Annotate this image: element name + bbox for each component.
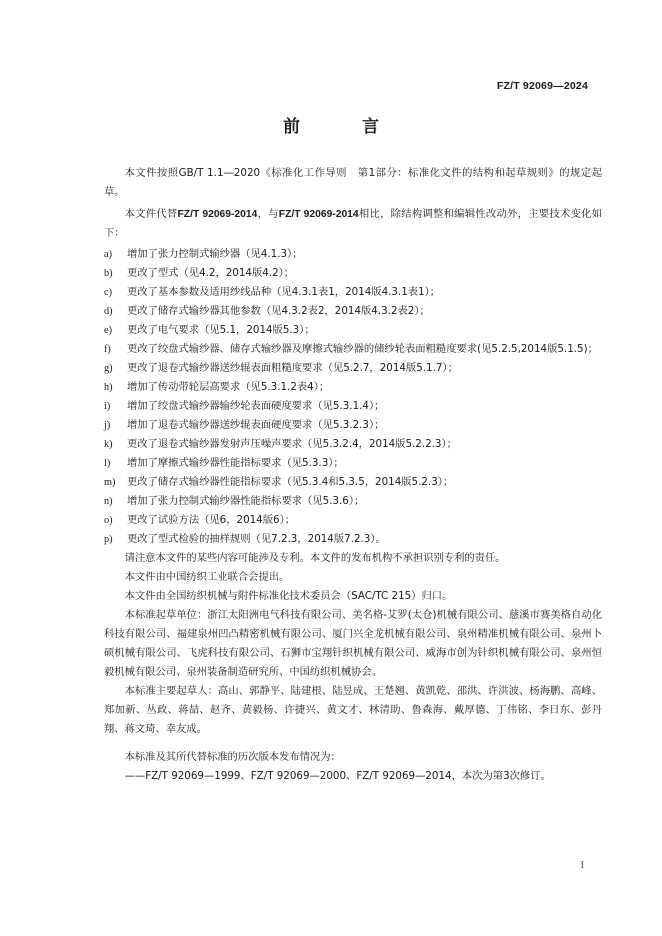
list-item — [104, 321, 602, 340]
list-item-text: 更改了储存式输纱器其他参数（见4.3.2表2，2014版4.3.2表2）； — [127, 305, 430, 317]
list-item — [104, 435, 602, 454]
list-item-text: 增加了摩擦式输纱器性能指标要求（见5.3.3）； — [127, 457, 344, 469]
list-item-text: 增加了退卷式输纱器送纱辊表面硬度要求（见5.3.2.3）； — [127, 419, 385, 431]
list-item — [104, 245, 602, 264]
list-item — [104, 359, 602, 378]
drafters: 本标准主要起草人：高山、郭静平、陆建根、陆昱成、王楚翘、黄凯乾、邵洪、许洪波、杨海鹏、高峰、郑加新、丛政、蒋喆、赵齐、黄毅杨、许捷兴、黄文才、林清助、鲁森海、戴厚德、丁伟铭、李日东、彭丹翔、蒋文琦、幸友成。 — [104, 685, 602, 735]
compared-standard-code: FZ/T 92069-2014 — [278, 209, 359, 220]
list-item-text: 更改了退卷式输纱器送纱辊表面粗糙度要求（见5.2.7，2014版5.1.7）； — [127, 362, 458, 374]
list-marker: p) — [104, 534, 113, 545]
list-item — [104, 473, 602, 492]
list-marker: m) — [104, 477, 116, 488]
list-item-text: 更改了试验方法（见6，2014版6）； — [127, 514, 296, 526]
page-title: 前 言 — [283, 117, 407, 137]
list-marker: n) — [104, 496, 113, 507]
list-marker: l) — [104, 458, 111, 469]
list-item — [104, 264, 602, 283]
list-item-text: 更改了型式（见4.2，2014版4.2）； — [127, 267, 295, 279]
history-heading: 本标准及其所代替标准的历次版本发布情况为： — [124, 751, 341, 763]
list-item — [104, 283, 602, 302]
list-item — [104, 454, 602, 473]
list-item — [104, 397, 602, 416]
managed-by: 本文件由全国纺织机械与附件标准化技术委员会（SAC/TC 215）归口。 — [124, 590, 453, 602]
intro-paragraph-1: 本文件按照GB/T 1.1—2020《标准化工作导则 第1部分：标准化文件的结构和起草规则》的规定起草。 — [104, 167, 602, 198]
list-item — [104, 378, 602, 397]
document-body — [104, 164, 602, 786]
list-marker: h) — [104, 382, 113, 393]
list-item — [104, 511, 602, 530]
list-item-text: 增加了传动带轮层高要求（见5.3.1.2表4）； — [127, 381, 330, 393]
list-marker: b) — [104, 268, 113, 279]
drafting-units: 本标准起草单位：浙江太阳洲电气科技有限公司、美名格-艾罗(太仓)机械有限公司、慈溪市赛美格自动化科技有限公司、福建泉州凹凸精密机械有限公司、厦门兴全龙机械有限公司、泉州精准机械有限公司、泉州卜硕机械有限公司、飞虎科技有限公司、石狮市宝翔针织机械有限公司、威海市创为针织机械有限公司、泉州恒毅机械有限公司、泉州装备制造研究所、中国纺织机械协会。 — [104, 609, 602, 678]
list-marker: c) — [104, 287, 112, 298]
list-marker: j) — [104, 420, 111, 431]
list-item-text: 增加了张力控制式输纱器性能指标要求（见5.3.6）； — [127, 495, 365, 507]
technical-changes-list — [104, 245, 602, 549]
list-item-text: 增加了绞盘式输纱器输纱轮表面硬度要求（见5.3.1.4）； — [127, 400, 385, 412]
list-item — [104, 302, 602, 321]
list-item-text: 增加了张力控制式输纱器（见4.1.3）； — [127, 248, 303, 260]
list-marker: o) — [104, 515, 113, 526]
intro-p2-suffix: 相比，除结构调整和编辑性改动外，主要技术变化如下： — [104, 208, 603, 239]
list-marker: i) — [104, 401, 111, 412]
list-item — [104, 416, 602, 435]
list-item — [104, 492, 602, 511]
standard-number: FZ/T 92069—2024 — [496, 80, 588, 92]
replaced-standard-code: FZ/T 92069-2014 — [177, 209, 258, 220]
list-item-text: 更改了型式检验的抽样规则（见7.2.3，2014版7.2.3）。 — [127, 533, 386, 545]
list-marker: k) — [104, 439, 113, 450]
list-item-text: 更改了退卷式输纱器发射声压噪声要求（见5.3.2.4，2014版5.2.2.3）； — [127, 438, 457, 450]
list-marker: a) — [104, 249, 112, 260]
list-marker: f) — [104, 344, 111, 355]
list-marker: e) — [104, 325, 112, 336]
page-number: I — [580, 860, 584, 871]
list-item — [104, 530, 602, 549]
intro-paragraph-2 — [104, 205, 602, 243]
history-versions: ——FZ/T 92069—1999、FZ/T 92069—2000、FZ/T 92069—2014，本次为第3次修订。 — [124, 770, 551, 782]
proposed-by: 本文件由中国纺织工业联合会提出。 — [124, 571, 290, 583]
list-item — [104, 340, 602, 359]
patent-notice: 请注意本文件的某些内容可能涉及专利。本文件的发布机构不承担识别专利的责任。 — [124, 552, 506, 564]
list-item-text: 更改了电气要求（见5.1，2014版5.3）； — [127, 324, 315, 336]
list-marker: g) — [104, 363, 113, 374]
list-item-text: 更改了基本参数及适用纱线品种（见4.3.1表1，2014版4.3.1表1）； — [127, 286, 441, 298]
intro-p2-mid: ，与 — [257, 208, 279, 220]
list-marker: d) — [104, 306, 113, 317]
list-item-text: 更改了储存式输纱器性能指标要求（见5.3.4和5.3.5，2014版5.2.3）； — [127, 476, 454, 488]
version-history — [104, 748, 602, 786]
intro-p2-prefix: 本文件代替 — [124, 208, 178, 220]
list-item-text: 更改了绞盘式输纱器、储存式输纱器及摩擦式输纱器的储纱轮表面粗糙度要求(见5.2.5,2014版5.1.5)； — [127, 343, 598, 355]
